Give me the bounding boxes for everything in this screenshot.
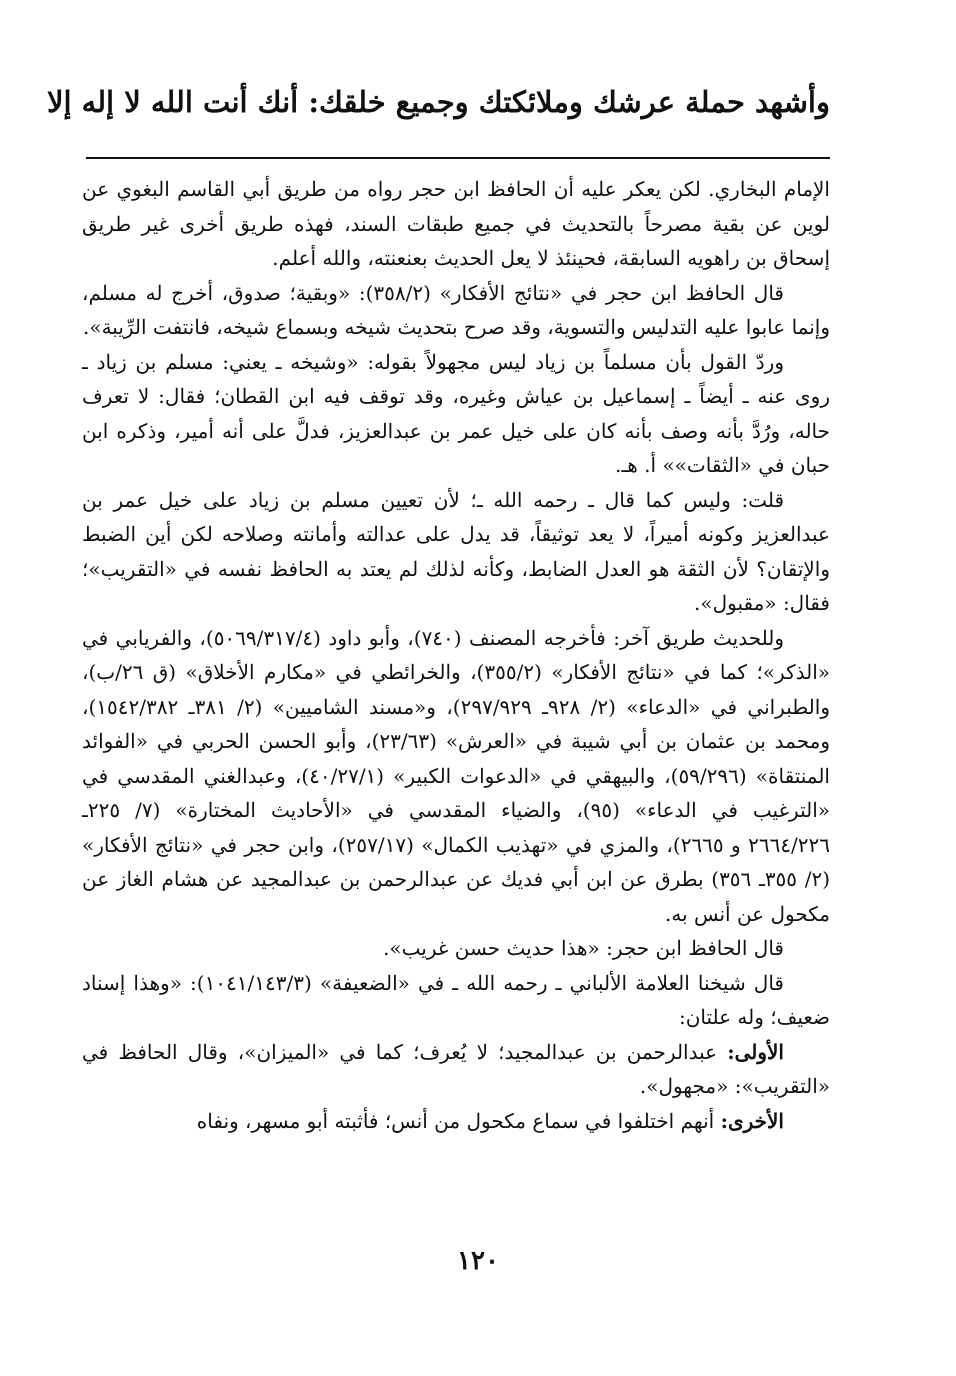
- first-reason-lead: الأولى:: [727, 1039, 784, 1064]
- paragraph-first-reason: [82, 1035, 830, 1104]
- paragraph-5: وللحديث طريق آخر: فأخرجه المصنف (٧٤٠)، وأبو داود (٥٠٦٩/٣١٧/٤)، والفريابي في «الذكر»؛ كما في «نتائج الأفكار» (٣٥٥/٢)، والخرائطي في «مكارم الأخلاق» (ق ٢٦/ب)، والطبراني في «الدعاء» (٢/ ٩٢٨ـ ٢٩٧/٩٢٩)، و«مسند الشاميين» (٢/ ٣٨١ـ ١٥٤٢/٣٨٢)، ومحمد بن عثمان بن أبي شيبة في «العرش» (٢٣/٦٣)، وأبو الحسن الحربي في «الفوائد المنتقاة» (٥٩/٢٩٦)، والبيهقي في «الدعوات الكبير» (٤٠/٢٧/١)، وعبدالغني المقدسي في «الترغيب في الدعاء» (٩٥)، والضياء المقدسي في «الأحاديث المختارة» (٧/ ٢٢٥ـ ٢٦٦٤/٢٢٦ و ٢٦٦٥)، والمزي في «تهذيب الكمال» (٢٥٧/١٧)، وابن حجر في «نتائج الأفكار» (٢/ ٣٥٥ـ ٣٥٦) بطرق عن ابن أبي فديك عن عبدالرحمن بن عبدالمجيد عن هشام الغاز عن مكحول عن أنس به.: [82, 625, 831, 926]
- second-reason-lead: الأخرى:: [720, 1108, 784, 1133]
- paragraph-second-reason: [82, 1104, 830, 1139]
- running-header: وأشهد حملة عرشك وملائكتك وجميع خلقك: أنك أنت الله لا إله إلا: [46, 85, 830, 119]
- second-reason-text: أنهم اختلفوا في سماع مكحول من أنس؛ فأثبته أبو مسهر، ونفاه: [196, 1108, 721, 1133]
- paragraph-7: قال شيخنا العلامة الألباني ـ رحمه الله ـ في «الضعيفة» (١٠٤١/١٤٣/٣): «وهذا إسناد ضعيف؛ وله علتان:: [82, 970, 830, 1029]
- paragraph-3: وردّ القول بأن مسلماً بن زياد ليس مجهولاً بقوله: «وشيخه ـ يعني: مسلم بن زياد ـ روى عنه ـ أيضاً ـ إسماعيل بن عياش وغيره، وقد توقف فيه ابن القطان؛ فقال: لا تعرف حاله، ورُدَّ بأنه وصف بأنه كان على خيل عمر بن عبدالعزيز، فدلَّ على أنه أمير، وذكره ابن حبان في «الثقات»» أ. هـ.: [82, 349, 830, 477]
- header-rule: [86, 157, 830, 159]
- paragraph-4: قلت: وليس كما قال ـ رحمه الله ـ؛ لأن تعيين مسلم بن زياد على خيل عمر بن عبدالعزيز وكونه أميراً، لا يعد توثيقاً، قد يدل على عدالته وأمانته وصلاحه لكن أين الضبط والإتقان؟ لأن الثقة هو العدل الضابط، وكأنه لذلك لم يعتد به الحافظ نفسه في «التقريب»؛ فقال: «مقبول».: [82, 487, 830, 615]
- page-number: ١٢٠: [457, 1246, 499, 1276]
- paragraph-2: قال الحافظ ابن حجر في «نتائج الأفكار» (٣٥٨/٢): «وبقية؛ صدوق، أخرج له مسلم، وإنما عابوا عليه التدليس والتسوية، وقد صرح بتحديث شيخه وبسماع شيخه، فانتفت الرِّيبة».: [82, 280, 830, 339]
- first-reason-text: عبدالرحمن بن عبدالمجيد؛ لا يُعرف؛ كما في «الميزان»، وقال الحافظ في «التقريب»: «مجهول».: [82, 1039, 830, 1098]
- body-text: [82, 172, 830, 1138]
- paragraph-1: الإمام البخاري. لكن يعكر عليه أن الحافظ ابن حجر رواه من طريق أبي القاسم البغوي عن لوين عن بقية مصرحاً بالتحديث في جميع طبقات السند، فهذه طريق أخرى غير طريق إسحاق بن راهويه السابقة، فحينئذ لا يعل الحديث بعنعنته، والله أعلم.: [82, 177, 830, 270]
- paragraph-6: قال الحافظ ابن حجر: «هذا حديث حسن غريب».: [383, 936, 784, 960]
